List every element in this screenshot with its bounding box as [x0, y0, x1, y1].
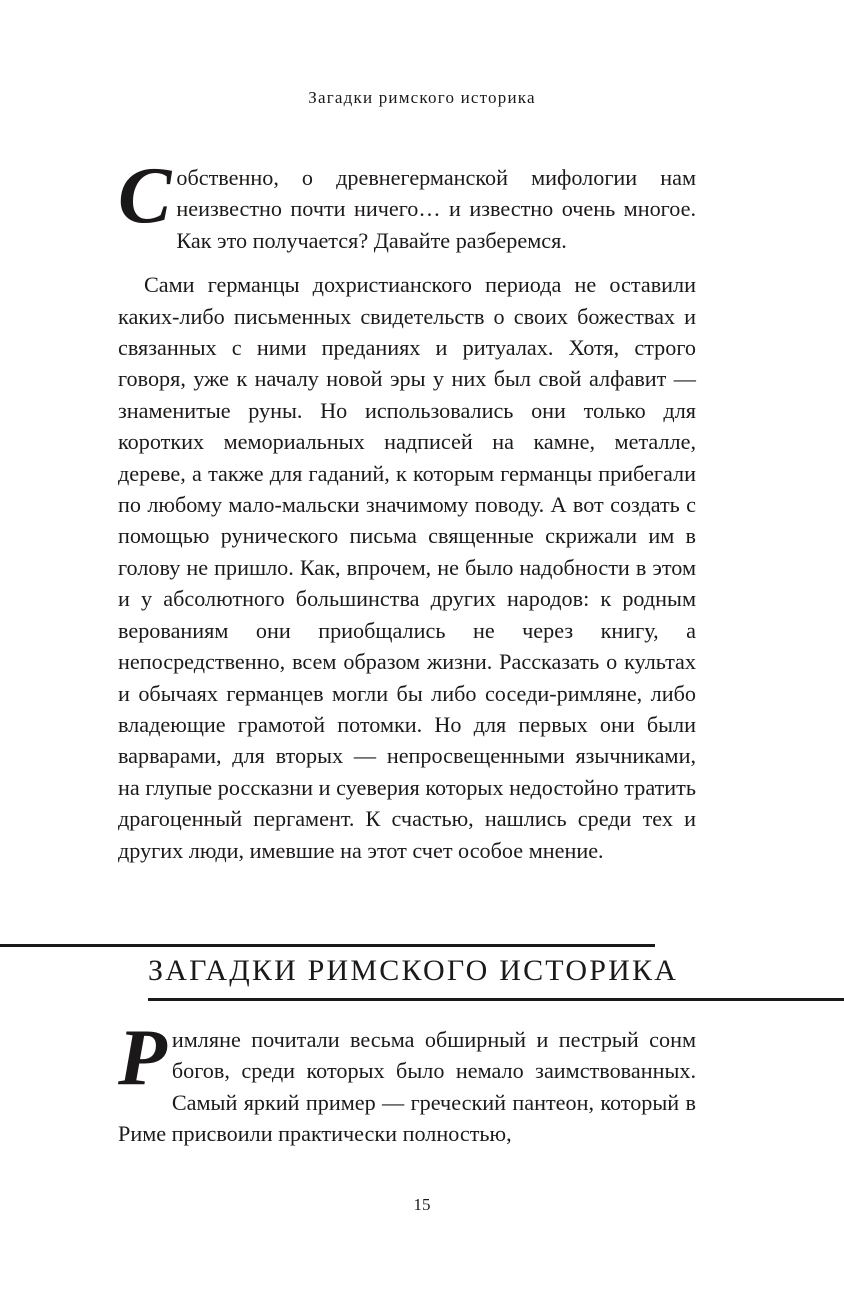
intro-paragraph-1	[118, 152, 696, 256]
section-paragraph-1-text: имляне почитали весьма обширный и пестрый сонм богов, среди которых было немало заимствованных. Самый яркий пример — греческий пантеон, который в Риме присвоили практически полностью,	[118, 1027, 696, 1147]
intro-text-block	[118, 152, 696, 866]
heading-rule-top	[0, 944, 655, 947]
section-text-block	[118, 1014, 696, 1150]
drop-cap-s: С	[118, 152, 172, 240]
section-heading: ЗАГАДКИ РИМСКОГО ИСТОРИКА	[148, 954, 679, 987]
running-head: Загадки римского историка	[308, 88, 536, 107]
heading-rule-bottom	[148, 998, 844, 1001]
page-number: 15	[413, 1195, 431, 1214]
drop-cap-r: Р	[118, 1014, 167, 1102]
section-paragraph-1	[118, 1014, 696, 1150]
intro-paragraph-1-text: обственно, о древнегерманской мифологии нам неизвестно почти ничего… и известно очень многое. Как это получается? Давайте разберемся.	[176, 165, 696, 253]
intro-paragraph-2: Сами германцы дохристианского периода не оставили каких-либо письменных свидетельств о своих божествах и связанных с ними преданиях и ритуалах. Хотя, строго говоря, уже к началу новой эры у них был свой алфавит — знаменитые руны. Но использовались они только для коротких мемориальных надписей на камне, металле, дереве, а также для гаданий, к которым германцы прибегали по любому мало-мальски значимому поводу. А вот создать с помощью рунического письма священные скрижали им в голову не пришло. Как, впрочем, не было надобности в этом и у абсолютного большинства других народов: к родным верованиям они приобщались не через книгу, а непосредственно, всем образом жизни. Рассказать о культах и обычаях германцев могли бы либо соседи-римляне, либо владеющие грамотой потомки. Но для первых они были варварами, для вторых — непросвещенными язычниками, на глупые россказни и суеверия которых недостойно тратить драгоценный пергамент. К счастью, нашлись среди тех и других люди, имевшие на этот счет особое мнение.	[118, 272, 696, 863]
